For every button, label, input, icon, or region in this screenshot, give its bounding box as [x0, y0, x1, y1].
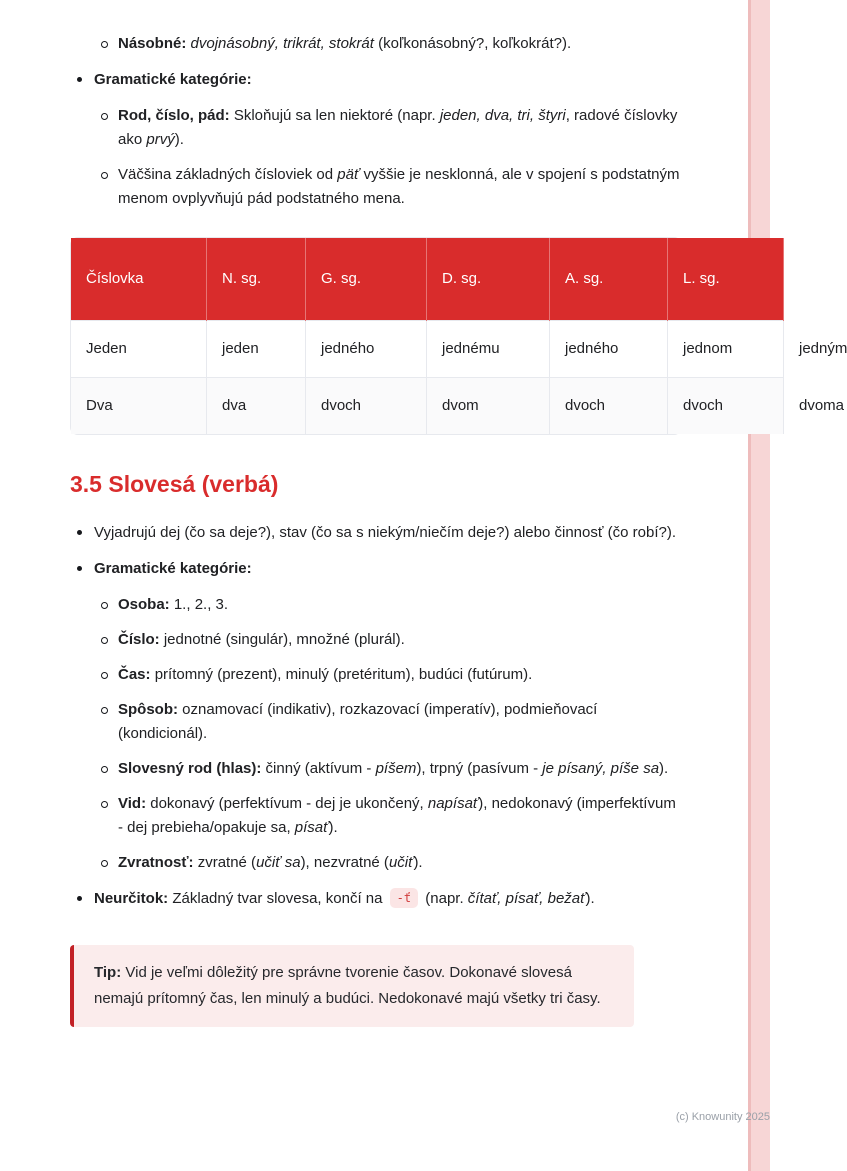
table-header-cell: D. sg.: [427, 238, 550, 321]
table-cell: dvoch: [306, 378, 427, 435]
bullet-circle-icon: [100, 628, 118, 652]
table-header-cell: Číslovka: [71, 238, 207, 321]
text-segment: dvojnásobný, trikrát, stokrát: [190, 35, 374, 52]
text-segment: vyššie je nesklonná, ale v spojení s podstatným menom ovplyvňujú pád podstatného mena.: [118, 166, 680, 207]
inline-code-badge: -ť: [390, 888, 418, 908]
text-segment: jednotné (singulár), množné (plurál).: [163, 631, 405, 648]
text-segment: ), nezvratné (: [300, 854, 389, 871]
list-item: [70, 557, 680, 581]
text-segment: prvý: [146, 131, 175, 148]
list-item-text: [118, 792, 680, 840]
text-segment: činný (aktívum -: [265, 760, 376, 777]
list-item: [70, 887, 680, 911]
text-segment: Vyjadrujú dej (čo sa deje?), stav (čo sa s niekým/niečím deje?) alebo činnosť (čo robí?).: [94, 524, 677, 541]
table-header-cell: L. sg.: [668, 238, 784, 321]
bullet-circle-icon: [100, 104, 118, 128]
table-header-cell: A. sg.: [550, 238, 668, 321]
table-cell: Jeden: [71, 321, 207, 378]
bullet-circle-icon: [100, 698, 118, 722]
text-segment: ).: [328, 819, 338, 836]
verbs-list: [70, 521, 680, 911]
text-segment: , radové číslovky ako: [118, 107, 678, 148]
table-cell: jednému: [427, 321, 550, 378]
text-segment: Základný tvar slovesa, končí na: [172, 890, 387, 907]
list-item-text: [118, 663, 680, 687]
text-segment: ).: [174, 131, 184, 148]
text-segment: Slovesný rod (hlas):: [118, 760, 266, 777]
table-cell: dva: [207, 378, 306, 435]
list-item: [70, 521, 680, 545]
text-segment: Neurčitok:: [94, 890, 173, 907]
bullet-circle-icon: [100, 663, 118, 687]
list-item: [70, 792, 680, 840]
table-header-cell: G. sg.: [306, 238, 427, 321]
text-segment: Gramatické kategórie:: [94, 71, 252, 88]
text-segment: píšem: [375, 760, 417, 777]
bullet-circle-icon: [100, 32, 118, 56]
text-segment: ).: [585, 890, 595, 907]
bullet-circle-icon: [100, 851, 118, 875]
list-item: [70, 163, 680, 211]
list-item: [70, 68, 680, 92]
text-segment: ).: [413, 854, 423, 871]
list-item-text: [94, 68, 680, 92]
table-cell: dvoch: [668, 378, 784, 435]
text-segment: ), trpný (pasívum -: [416, 760, 543, 777]
text-segment: čítať, písať, bežať: [467, 890, 586, 907]
copyright-footer: (c) Knowunity 2025: [675, 1111, 770, 1123]
text-segment: Násobné:: [118, 35, 191, 52]
list-item-text: [118, 628, 680, 652]
tip-callout: [70, 945, 634, 1027]
text-segment: Skloňujú sa len niektoré (napr.: [233, 107, 440, 124]
text-segment: Vid je veľmi dôležitý pre správne tvorenie časov. Dokonavé slovesá nemajú prítomný čas, len minulý a budúci. Nedokonavé majú všetky tri časy.: [94, 964, 601, 1007]
text-segment: Zvratnosť:: [118, 854, 198, 871]
list-item: [70, 757, 680, 781]
text-segment: Väčšina základných čísloviek od: [118, 166, 338, 183]
text-segment: päť: [337, 166, 360, 183]
table-cell: jedného: [550, 321, 668, 378]
table-header-cell: N. sg.: [207, 238, 306, 321]
bullet-dot-icon: [76, 521, 94, 545]
text-segment: oznamovací (indikativ), rozkazovací (imperatív), podmieňovací (kondicionál).: [118, 701, 598, 742]
text-segment: napísať: [427, 795, 479, 812]
text-segment: (napr.: [421, 890, 468, 907]
bullet-circle-icon: [100, 163, 118, 187]
bullet-dot-icon: [76, 887, 94, 911]
numerals-list: [70, 32, 680, 211]
text-segment: Gramatické kategórie:: [94, 560, 252, 577]
bullet-circle-icon: [100, 792, 118, 816]
list-item: [70, 698, 680, 746]
table-cell: jednom: [668, 321, 784, 378]
text-segment: jeden, dva, tri, štyri: [439, 107, 566, 124]
section-heading: 3.5 Slovesá (verbá): [70, 471, 279, 497]
text-segment: (koľkonásobný?, koľkokrát?).: [373, 35, 572, 52]
text-segment: Čas:: [118, 666, 155, 683]
bullet-dot-icon: [76, 68, 94, 92]
list-item-text: [118, 104, 680, 152]
list-item-text: [118, 851, 680, 875]
text-segment: Spôsob:: [118, 701, 183, 718]
text-segment: prítomný (prezent), minulý (pretéritum), budúci (futúrum).: [154, 666, 533, 683]
list-item: [70, 32, 680, 56]
text-segment: ), nedokonavý (imperfektívum - dej prebieha/opakuje sa,: [118, 795, 676, 836]
list-item: [70, 851, 680, 875]
table-header-row: Číslovka N. sg. G. sg. D. sg. A. sg. L. sg. I. sg.: [71, 238, 784, 321]
text-segment: Číslo:: [118, 631, 164, 648]
text-segment: ).: [659, 760, 669, 777]
bullet-dot-icon: [76, 557, 94, 581]
text-segment: je písaný, píše sa: [542, 760, 660, 777]
text-segment: Tip:: [94, 964, 126, 981]
table-cell: jedného: [306, 321, 427, 378]
bullet-circle-icon: [100, 593, 118, 617]
declension-table: [71, 238, 847, 434]
list-item-text: [118, 698, 680, 746]
text-segment: písať: [294, 819, 329, 836]
tip-text: [94, 964, 601, 1007]
text-segment: 1., 2., 3.: [173, 596, 229, 613]
list-item-text: [118, 32, 680, 56]
table-row: Jeden jeden jedného jednému jedného jednom jedným: [71, 321, 784, 378]
list-item-text: [118, 163, 680, 211]
declension-table-wrap: [70, 237, 847, 435]
list-item-text: [118, 757, 680, 781]
text-segment: Vid:: [118, 795, 151, 812]
table-cell: dvoch: [550, 378, 668, 435]
list-item-text: [118, 593, 680, 617]
list-item: [70, 628, 680, 652]
list-item: [70, 104, 680, 152]
table-cell: dvom: [427, 378, 550, 435]
bullet-circle-icon: [100, 757, 118, 781]
text-segment: Rod, číslo, pád:: [118, 107, 234, 124]
text-segment: zvratné (: [197, 854, 257, 871]
list-item: [70, 593, 680, 617]
text-segment: Osoba:: [118, 596, 174, 613]
text-segment: dokonavý (perfektívum - dej je ukončený,: [150, 795, 428, 812]
text-segment: učiť sa: [256, 854, 301, 871]
table-row: Dva dva dvoch dvom dvoch dvoch dvoma: [71, 378, 784, 435]
list-item-text: [94, 557, 680, 581]
list-item-text: [94, 521, 680, 545]
list-item-text: [94, 887, 680, 911]
text-segment: učiť: [388, 854, 414, 871]
list-item: [70, 663, 680, 687]
table-cell: jeden: [207, 321, 306, 378]
table-cell: Dva: [71, 378, 207, 435]
